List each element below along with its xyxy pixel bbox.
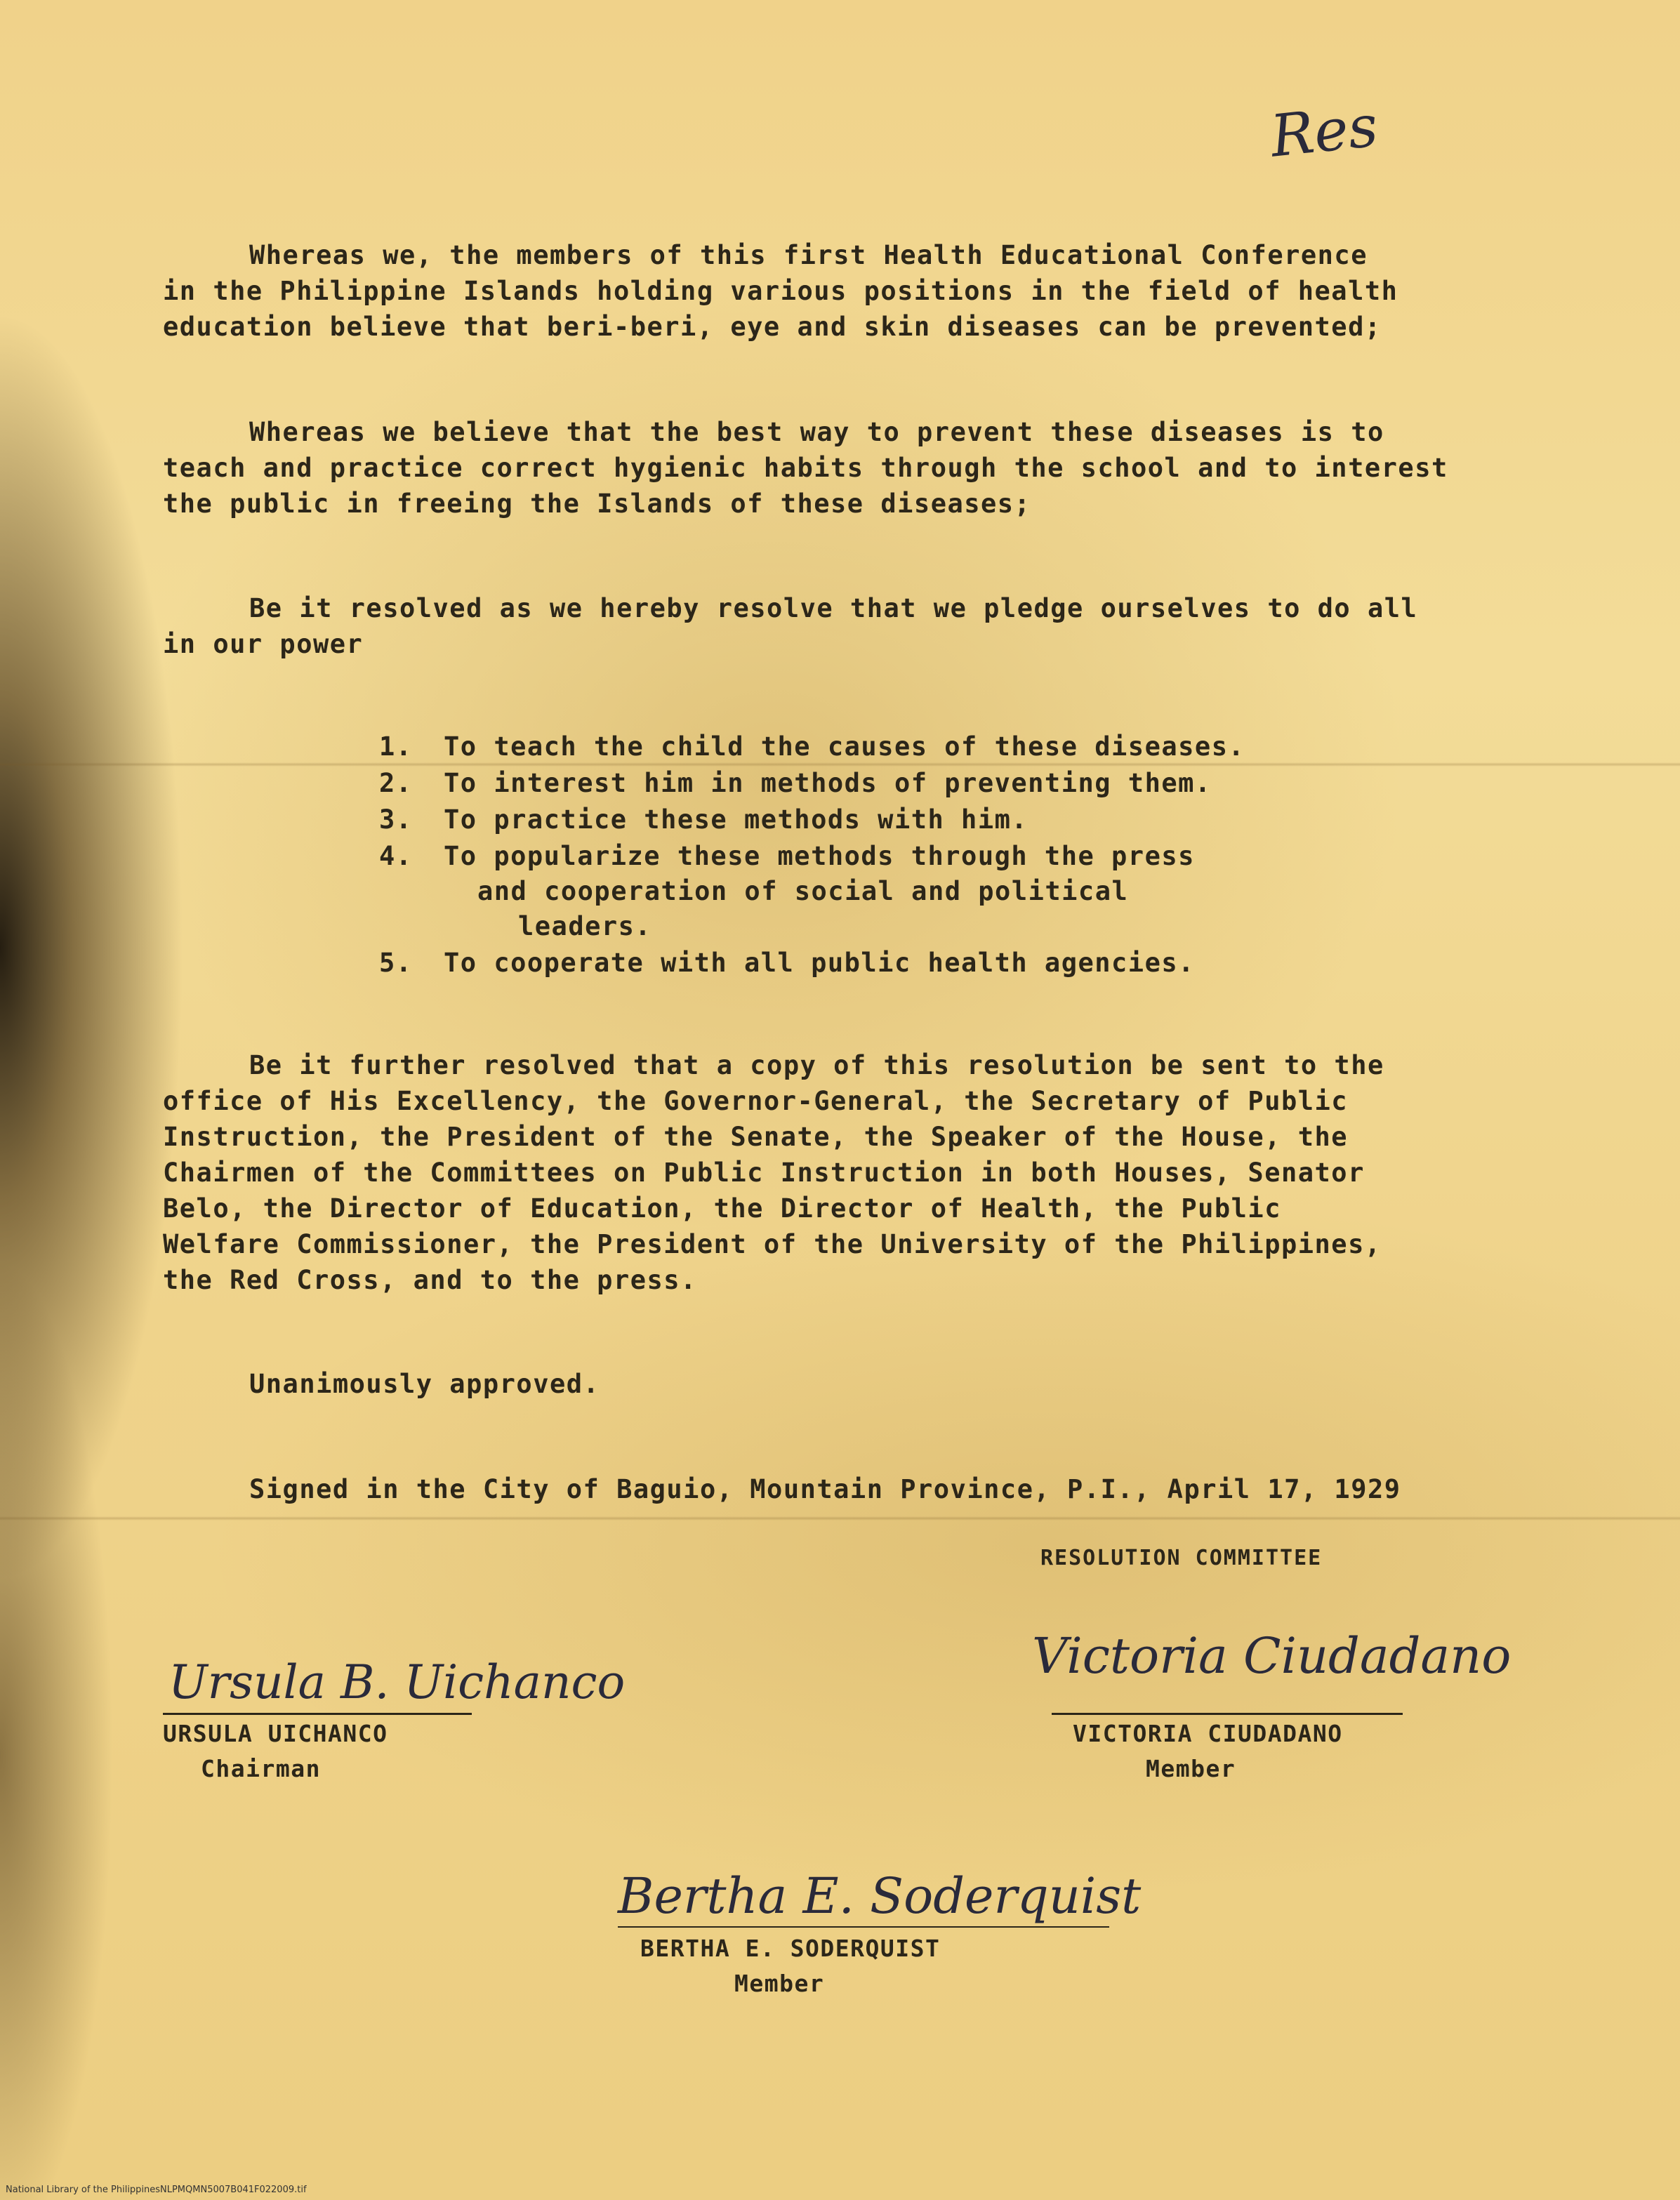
whereas-2-line: the public in freeing the Islands of these diseases; bbox=[163, 489, 1031, 519]
whereas-2-line: teach and practice correct hygienic habits through the school and to interest bbox=[163, 453, 1448, 483]
whereas-1-line: Whereas we, the members of this first Health Educational Conference bbox=[249, 240, 1368, 270]
signatory-name: VICTORIA CIUDADANO bbox=[1073, 1720, 1343, 1747]
handwritten-annotation: Res bbox=[1267, 93, 1381, 171]
signatory-name: BERTHA E. SODERQUIST bbox=[640, 1935, 941, 1962]
resolved-line: in our power bbox=[163, 629, 364, 659]
pledge-text: and cooperation of social and political bbox=[477, 876, 1129, 906]
whereas-2-line: Whereas we believe that the best way to prevent these diseases is to bbox=[249, 417, 1384, 447]
pledge-number: 3. bbox=[379, 804, 413, 835]
pledge-number: 4. bbox=[379, 841, 413, 871]
library-credit: National Library of the Philippines bbox=[6, 2185, 161, 2195]
signatory-role: Chairman bbox=[201, 1755, 321, 1782]
paper-fold bbox=[0, 1516, 1680, 1520]
resolved-line: Be it resolved as we hereby resolve that we pledge ourselves to do all bbox=[249, 593, 1418, 623]
further-resolved-line: Instruction, the President of the Senate, the Speaker of the House, the bbox=[163, 1122, 1349, 1152]
signature-line bbox=[163, 1713, 472, 1715]
pledge-text: To interest him in methods of preventing them. bbox=[444, 768, 1212, 798]
file-identifier: NLPMQMN5007B041F022009.tif bbox=[160, 2185, 307, 2195]
pledge-text: To practice these methods with him. bbox=[444, 804, 1028, 835]
pledge-text: To popularize these methods through the press bbox=[444, 841, 1195, 871]
pledge-number: 1. bbox=[379, 731, 413, 762]
pledge-text: leaders. bbox=[518, 911, 652, 941]
further-resolved-line: the Red Cross, and to the press. bbox=[163, 1265, 697, 1295]
whereas-1-line: in the Philippine Islands holding various positions in the field of health bbox=[163, 276, 1398, 306]
pledge-number: 5. bbox=[379, 948, 413, 978]
signature-line bbox=[618, 1926, 1109, 1928]
signature: Bertha E. Soderquist bbox=[618, 1867, 1142, 1925]
pledge-text: To cooperate with all public health agencies. bbox=[444, 948, 1195, 978]
further-resolved-line: Welfare Commissioner, the President of the University of the Philippines, bbox=[163, 1229, 1382, 1259]
signing-statement: Signed in the City of Baguio, Mountain Province, P.I., April 17, 1929 bbox=[249, 1474, 1401, 1504]
approval-statement: Unanimously approved. bbox=[249, 1369, 600, 1399]
signature: Ursula B. Uichanco bbox=[168, 1655, 626, 1709]
pledge-text: To teach the child the causes of these diseases. bbox=[444, 731, 1245, 762]
whereas-1-line: education believe that beri-beri, eye and skin diseases can be prevented; bbox=[163, 312, 1382, 342]
further-resolved-line: Belo, the Director of Education, the Director of Health, the Public bbox=[163, 1193, 1281, 1224]
signatory-role: Member bbox=[734, 1970, 825, 1997]
further-resolved-line: office of His Excellency, the Governor-General, the Secretary of Public bbox=[163, 1086, 1349, 1116]
signature: Victoria Ciudadano bbox=[1032, 1627, 1512, 1685]
pledge-number: 2. bbox=[379, 768, 413, 798]
committee-heading: RESOLUTION COMMITTEE bbox=[1040, 1546, 1323, 1570]
further-resolved-line: Be it further resolved that a copy of this resolution be sent to the bbox=[249, 1050, 1384, 1080]
signatory-name: URSULA UICHANCO bbox=[163, 1720, 388, 1747]
further-resolved-line: Chairmen of the Committees on Public Instruction in both Houses, Senator bbox=[163, 1158, 1365, 1188]
signatory-role: Member bbox=[1146, 1755, 1236, 1782]
signature-line bbox=[1052, 1713, 1403, 1715]
